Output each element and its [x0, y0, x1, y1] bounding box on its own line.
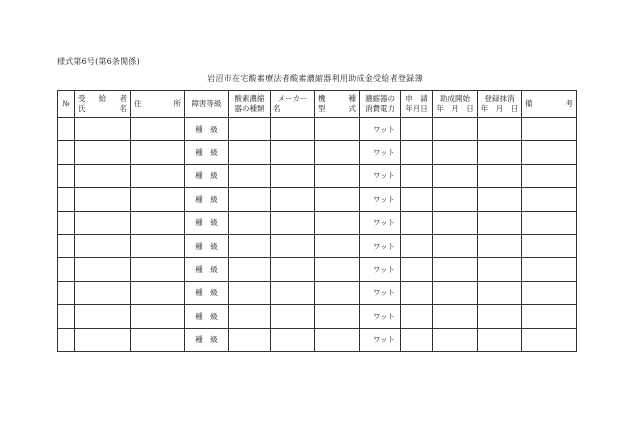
cell-disability-grade: 種 級 [185, 188, 229, 211]
cell-remarks [522, 141, 577, 164]
cell-subsidy-start-date [433, 118, 478, 141]
header-address: 住 所 [131, 91, 185, 118]
cell-application-date [401, 305, 433, 328]
cell-registration-cancel-date [478, 118, 522, 141]
cell-recipient-name [75, 188, 131, 211]
cell-power-consumption: ワット [360, 305, 401, 328]
cell-registration-cancel-date [478, 211, 522, 234]
cell-recipient-name [75, 164, 131, 187]
cell-maker [271, 281, 315, 304]
cell-concentrator-type [229, 258, 271, 281]
table-row [58, 328, 577, 351]
cell-no [58, 188, 75, 211]
cell-subsidy-start-date [433, 234, 478, 257]
cell-model [315, 305, 360, 328]
cell-no [58, 328, 75, 351]
cell-remarks [522, 164, 577, 187]
cell-model [315, 281, 360, 304]
header-power-consumption: 濃縮器の 消費電力 [360, 91, 401, 118]
cell-maker [271, 188, 315, 211]
cell-registration-cancel-date [478, 281, 522, 304]
cell-recipient-name [75, 305, 131, 328]
cell-maker [271, 118, 315, 141]
cell-address [131, 141, 185, 164]
cell-remarks [522, 281, 577, 304]
header-remarks: 備 考 [522, 91, 577, 118]
cell-application-date [401, 141, 433, 164]
cell-model [315, 118, 360, 141]
cell-remarks [522, 305, 577, 328]
cell-disability-grade: 種 級 [185, 258, 229, 281]
cell-power-consumption: ワット [360, 258, 401, 281]
cell-power-consumption: ワット [360, 188, 401, 211]
cell-concentrator-type [229, 164, 271, 187]
table-row [58, 164, 577, 187]
table-row [58, 188, 577, 211]
cell-disability-grade: 種 級 [185, 141, 229, 164]
cell-recipient-name [75, 118, 131, 141]
header-recipient-name: 受 給 者 氏 名 [75, 91, 131, 118]
cell-subsidy-start-date [433, 141, 478, 164]
cell-power-consumption: ワット [360, 211, 401, 234]
cell-disability-grade: 種 級 [185, 305, 229, 328]
cell-subsidy-start-date [433, 281, 478, 304]
cell-recipient-name [75, 234, 131, 257]
registry-table [57, 90, 577, 352]
table-row [58, 211, 577, 234]
cell-remarks [522, 188, 577, 211]
cell-disability-grade: 種 級 [185, 211, 229, 234]
header-no: № [58, 91, 75, 118]
cell-maker [271, 211, 315, 234]
cell-no [58, 141, 75, 164]
cell-remarks [522, 118, 577, 141]
cell-no [58, 305, 75, 328]
table-row [58, 305, 577, 328]
cell-model [315, 164, 360, 187]
cell-concentrator-type [229, 188, 271, 211]
cell-concentrator-type [229, 211, 271, 234]
table-row [58, 281, 577, 304]
cell-concentrator-type [229, 234, 271, 257]
cell-power-consumption: ワット [360, 164, 401, 187]
cell-address [131, 328, 185, 351]
cell-maker [271, 328, 315, 351]
cell-no [58, 211, 75, 234]
cell-model [315, 141, 360, 164]
cell-no [58, 118, 75, 141]
cell-concentrator-type [229, 118, 271, 141]
cell-registration-cancel-date [478, 258, 522, 281]
cell-subsidy-start-date [433, 211, 478, 234]
cell-application-date [401, 258, 433, 281]
cell-no [58, 281, 75, 304]
header-subsidy-start-date: 助成開始 年 月 日 [433, 91, 478, 118]
cell-power-consumption: ワット [360, 281, 401, 304]
header-registration-cancel-date: 登録抹消 年 月 日 [478, 91, 522, 118]
cell-address [131, 305, 185, 328]
cell-maker [271, 164, 315, 187]
cell-model [315, 211, 360, 234]
header-disability-grade: 障害等級 [185, 91, 229, 118]
cell-registration-cancel-date [478, 141, 522, 164]
cell-registration-cancel-date [478, 188, 522, 211]
cell-subsidy-start-date [433, 258, 478, 281]
cell-disability-grade: 種 級 [185, 118, 229, 141]
table-row [58, 258, 577, 281]
cell-registration-cancel-date [478, 305, 522, 328]
cell-maker [271, 141, 315, 164]
cell-address [131, 234, 185, 257]
header-application-date: 申 請 年月日 [401, 91, 433, 118]
cell-concentrator-type [229, 328, 271, 351]
cell-recipient-name [75, 281, 131, 304]
cell-application-date [401, 164, 433, 187]
cell-maker [271, 305, 315, 328]
cell-no [58, 258, 75, 281]
cell-recipient-name [75, 258, 131, 281]
cell-model [315, 258, 360, 281]
cell-application-date [401, 188, 433, 211]
cell-remarks [522, 258, 577, 281]
cell-maker [271, 258, 315, 281]
cell-application-date [401, 328, 433, 351]
cell-no [58, 234, 75, 257]
cell-maker [271, 234, 315, 257]
cell-address [131, 211, 185, 234]
table-row [58, 141, 577, 164]
cell-remarks [522, 234, 577, 257]
cell-address [131, 188, 185, 211]
cell-recipient-name [75, 328, 131, 351]
cell-application-date [401, 234, 433, 257]
cell-no [58, 164, 75, 187]
cell-disability-grade: 種 級 [185, 328, 229, 351]
cell-registration-cancel-date [478, 164, 522, 187]
header-model: 機 種 型 式 [315, 91, 360, 118]
cell-concentrator-type [229, 305, 271, 328]
cell-application-date [401, 118, 433, 141]
cell-subsidy-start-date [433, 164, 478, 187]
cell-disability-grade: 種 級 [185, 164, 229, 187]
cell-power-consumption: ワット [360, 234, 401, 257]
header-row [58, 91, 577, 118]
cell-power-consumption: ワット [360, 328, 401, 351]
cell-concentrator-type [229, 281, 271, 304]
cell-disability-grade: 種 級 [185, 234, 229, 257]
cell-subsidy-start-date [433, 305, 478, 328]
cell-power-consumption: ワット [360, 141, 401, 164]
cell-subsidy-start-date [433, 328, 478, 351]
table-row [58, 234, 577, 257]
cell-recipient-name [75, 141, 131, 164]
cell-model [315, 234, 360, 257]
cell-remarks [522, 328, 577, 351]
header-maker: メーカー 名 [271, 91, 315, 118]
cell-subsidy-start-date [433, 188, 478, 211]
header-concentrator-type: 酸素濃縮 器の種類 [229, 91, 271, 118]
document-title: 岩沼市在宅酸素療法者酸素濃縮器利用助成金受給者登録簿 [207, 74, 423, 83]
cell-model [315, 328, 360, 351]
cell-model [315, 188, 360, 211]
cell-address [131, 258, 185, 281]
cell-address [131, 281, 185, 304]
cell-remarks [522, 211, 577, 234]
cell-address [131, 118, 185, 141]
cell-disability-grade: 種 級 [185, 281, 229, 304]
cell-address [131, 164, 185, 187]
cell-power-consumption: ワット [360, 118, 401, 141]
cell-concentrator-type [229, 141, 271, 164]
cell-recipient-name [75, 211, 131, 234]
cell-application-date [401, 211, 433, 234]
form-number: 様式第6号(第6条関係) [57, 57, 140, 66]
table-row [58, 118, 577, 141]
cell-registration-cancel-date [478, 328, 522, 351]
cell-application-date [401, 281, 433, 304]
cell-registration-cancel-date [478, 234, 522, 257]
